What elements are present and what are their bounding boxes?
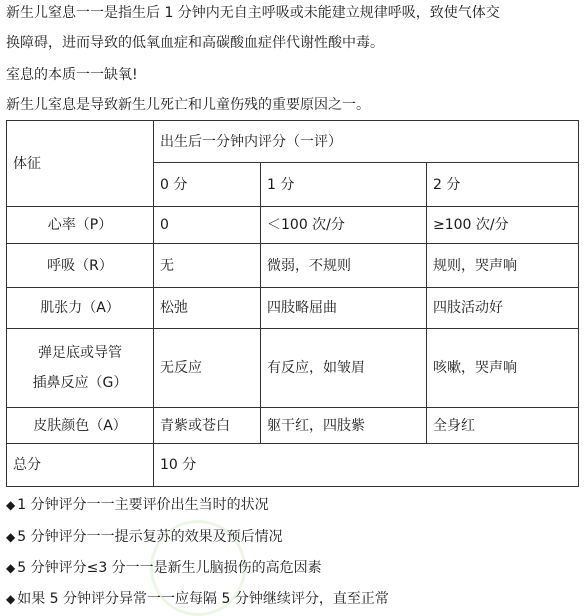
score-cell: 规则，哭声响 bbox=[427, 244, 579, 288]
score-cell: 四肢略屈曲 bbox=[261, 288, 427, 329]
bullet-item bbox=[6, 494, 269, 516]
sign-cell: 呼吸（R） bbox=[7, 244, 154, 288]
score-cell: 青紫或苍白 bbox=[154, 408, 261, 444]
score-cell: 咳嗽，哭声响 bbox=[427, 329, 579, 408]
score-cell: 四肢活动好 bbox=[427, 288, 579, 329]
sign-cell: 肌张力（A） bbox=[7, 288, 154, 329]
diamond-bullet-icon: ◆ bbox=[6, 592, 16, 606]
diamond-bullet-icon: ◆ bbox=[6, 498, 16, 512]
diamond-bullet-icon: ◆ bbox=[6, 530, 16, 544]
score-cell: 躯干红，四肢紫 bbox=[261, 408, 427, 444]
score-cell: ＜100 次/分 bbox=[261, 207, 427, 244]
bullet-item bbox=[6, 588, 389, 610]
table-header-row bbox=[7, 121, 579, 163]
header-main: 出生后一分钟内评分（一评） bbox=[154, 121, 579, 163]
header-sign: 体征 bbox=[7, 121, 154, 207]
sign-line-2: 插鼻反应（G） bbox=[32, 375, 128, 391]
total-label: 总分 bbox=[7, 444, 154, 487]
diamond-bullet-icon: ◆ bbox=[6, 561, 16, 575]
score-cell: 无 bbox=[154, 244, 261, 288]
header-score-1: 1 分 bbox=[261, 163, 427, 207]
score-cell: 0 bbox=[154, 207, 261, 244]
table-row bbox=[7, 207, 579, 244]
header-score-2: 2 分 bbox=[427, 163, 579, 207]
score-cell: 松弛 bbox=[154, 288, 261, 329]
bullet-text: 如果 5 分钟评分异常一一应每隔 5 分钟继续评分，直至正常 bbox=[17, 591, 389, 607]
apgar-score-table bbox=[6, 120, 579, 487]
score-cell: 全身红 bbox=[427, 408, 579, 444]
score-cell: 有反应，如皱眉 bbox=[261, 329, 427, 408]
definition-line-2: 换障碍，进而导致的低氧血症和高碳酸血症伴代谢性酸中毒。 bbox=[6, 35, 384, 51]
bullet-text: 1 分钟评分一一主要评价出生当时的状况 bbox=[17, 497, 269, 513]
score-cell: 无反应 bbox=[154, 329, 261, 408]
bullet-text: 5 分钟评分≤3 分一一是新生儿脑损伤的高危因素 bbox=[17, 560, 322, 576]
importance-line: 新生儿室息是导致新生儿死亡和儿童伤残的重要原因之一。 bbox=[6, 97, 370, 113]
definition-line-1: 新生儿窒息一一是指生后 1 分钟内无自主呼吸或未能建立规律呼吸，致使气体交 bbox=[6, 5, 500, 21]
bullet-item bbox=[6, 557, 322, 579]
score-cell: 微弱，不规则 bbox=[261, 244, 427, 288]
table-row bbox=[7, 244, 579, 288]
table-row bbox=[7, 288, 579, 329]
total-value: 10 分 bbox=[154, 444, 579, 487]
header-score-0: 0 分 bbox=[154, 163, 261, 207]
score-cell: ≥100 次/分 bbox=[427, 207, 579, 244]
bullet-text: 5 分钟评分一一提示复苏的效果及预后情况 bbox=[17, 529, 283, 545]
table-row bbox=[7, 329, 579, 408]
sign-cell bbox=[7, 329, 154, 408]
essence-line: 室息的本质一一缺氧! bbox=[6, 67, 138, 83]
table-total-row bbox=[7, 444, 579, 487]
table-row bbox=[7, 408, 579, 444]
sign-cell: 皮肤颜色（A） bbox=[7, 408, 154, 444]
sign-cell: 心率（P） bbox=[7, 207, 154, 244]
sign-line-1: 弹足底或导管 bbox=[38, 345, 122, 361]
bullet-item bbox=[6, 526, 283, 548]
